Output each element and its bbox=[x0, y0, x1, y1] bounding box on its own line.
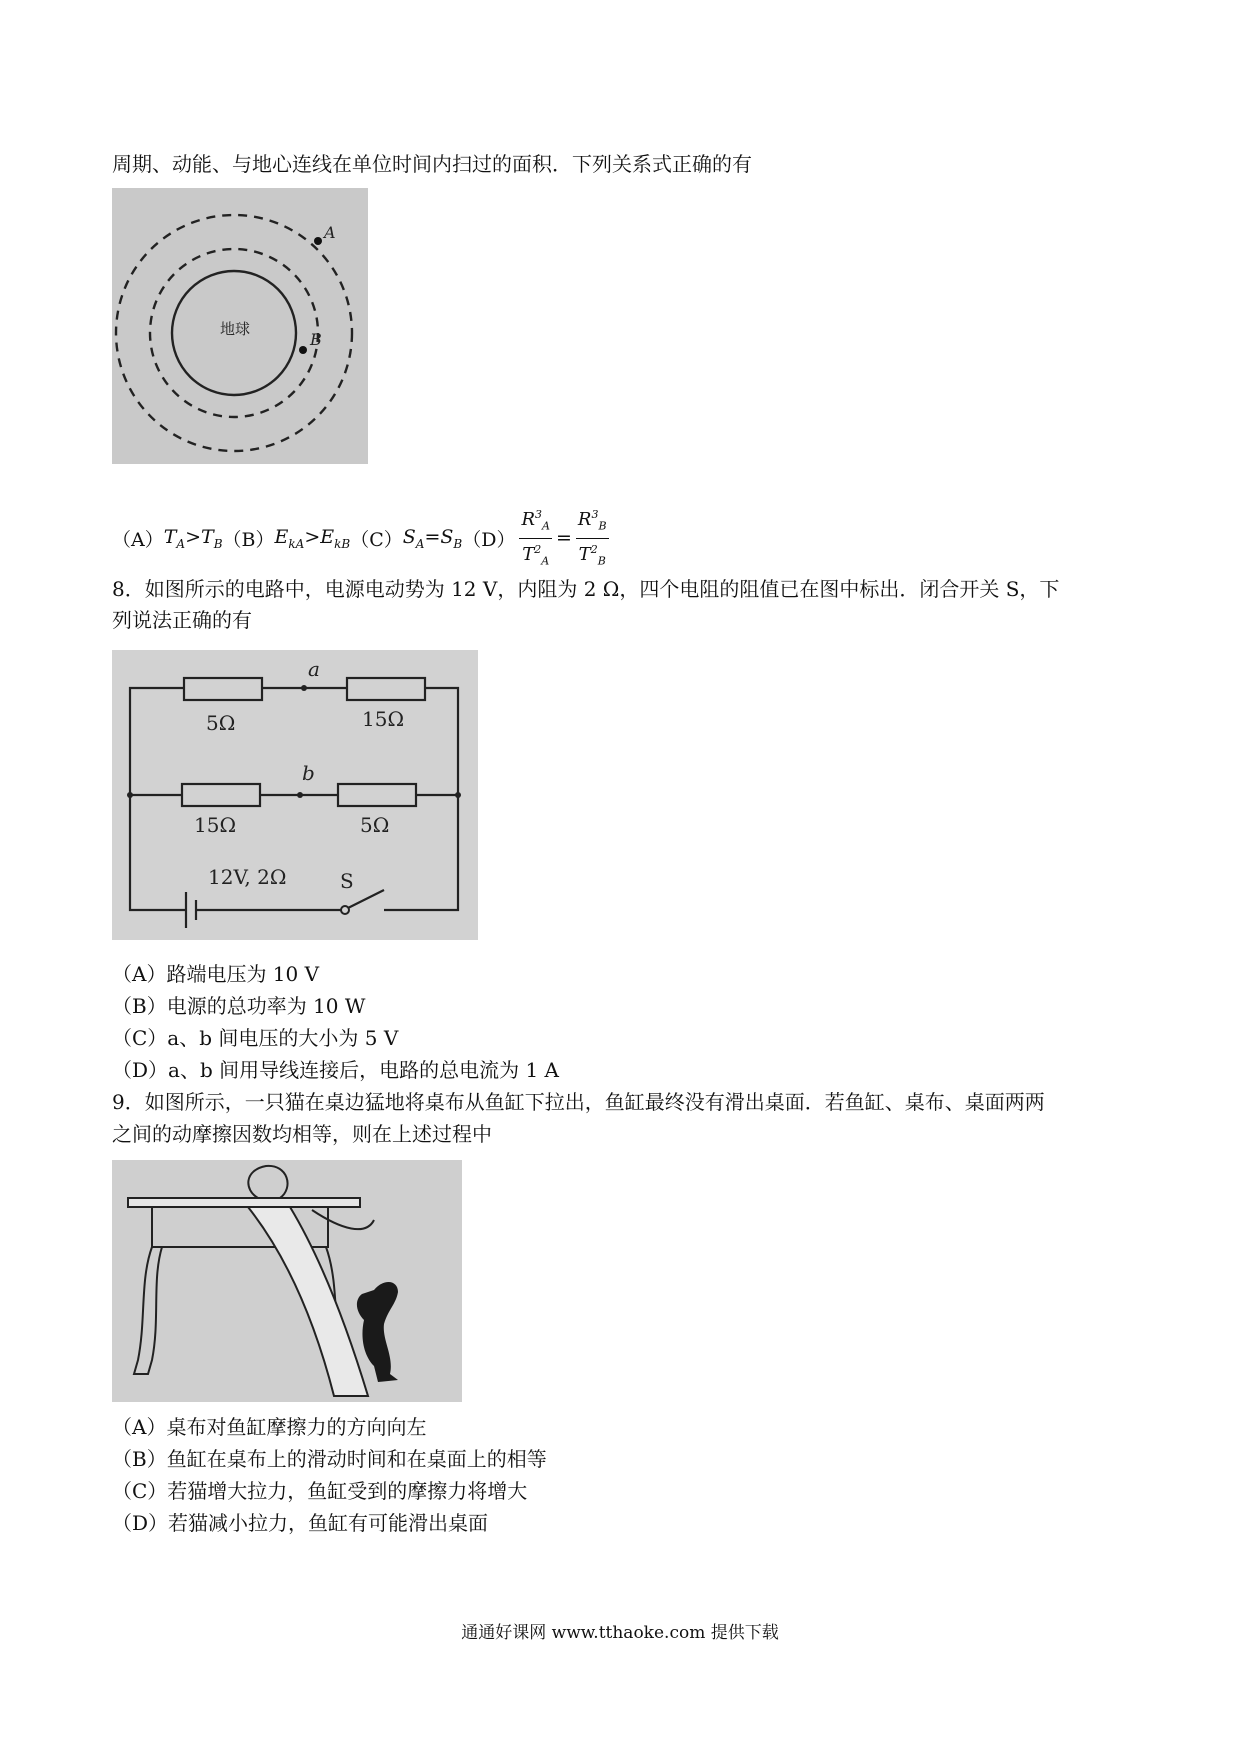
resistor-r3 bbox=[182, 784, 260, 806]
table-leg-left bbox=[134, 1247, 162, 1374]
cat bbox=[357, 1282, 398, 1382]
wire-top bbox=[130, 688, 184, 795]
q8-option-d: （D）a、b 间用导线连接后，电路的总电流为 1 A bbox=[112, 1058, 560, 1082]
wire-bottom-left bbox=[130, 795, 186, 910]
cat-tablecloth-figure bbox=[112, 1160, 462, 1402]
resistor-r2-label: 15Ω bbox=[362, 707, 405, 731]
q8-stem-line1: 8．如图所示的电路中，电源电动势为 12 V，内阻为 2 Ω，四个电阻的阻值已在图中标出．闭合开关 S，下 bbox=[112, 577, 1060, 601]
q7-option-c-label: （C） bbox=[350, 528, 403, 551]
node-a-dot bbox=[301, 685, 307, 691]
resistor-r2 bbox=[347, 678, 425, 700]
wire-top-right bbox=[425, 688, 458, 795]
q7-option-a-expr: $T_A>T_B$ bbox=[163, 525, 223, 551]
q7-option-d-fraction-left: $\frac{R^3_A}{T^2_A}$ bbox=[519, 504, 552, 572]
q9-option-a: （A）桌布对鱼缸摩擦力的方向向左 bbox=[112, 1415, 427, 1439]
fish-tank bbox=[248, 1166, 287, 1198]
node-b-dot bbox=[297, 792, 303, 798]
q9-option-d: （D）若猫减小拉力，鱼缸有可能滑出桌面 bbox=[112, 1511, 489, 1535]
q7-option-d-fraction-right: $\frac{R^3_B}{T^2_B}$ bbox=[576, 504, 609, 572]
wire-bottom-right bbox=[384, 795, 458, 910]
resistor-r1 bbox=[184, 678, 262, 700]
q7-option-d-label: （D） bbox=[462, 528, 516, 551]
switch-label: S bbox=[340, 869, 354, 893]
earth-label: 地球 bbox=[220, 320, 251, 338]
q7-stem-tail: 周期、动能、与地心连线在单位时间内扫过的面积．下列关系式正确的有 bbox=[112, 152, 752, 176]
q8-option-c: （C）a、b 间电压的大小为 5 V bbox=[112, 1026, 399, 1050]
resistor-r4 bbox=[338, 784, 416, 806]
q8-option-a: （A）路端电压为 10 V bbox=[112, 962, 320, 986]
orbit-figure bbox=[112, 188, 368, 464]
q7-option-c-expr: $S_A=S_B$ bbox=[402, 525, 463, 551]
junction-right bbox=[455, 792, 461, 798]
resistor-r3-label: 15Ω bbox=[194, 813, 237, 837]
switch-pivot bbox=[341, 906, 349, 914]
q8-stem-line2: 列说法正确的有 bbox=[112, 608, 252, 632]
node-a-label: a bbox=[308, 657, 320, 681]
table-top bbox=[128, 1198, 360, 1207]
junction-left bbox=[127, 792, 133, 798]
tablecloth bbox=[248, 1207, 368, 1396]
satellite-b-dot bbox=[299, 346, 307, 354]
q7-option-b-expr: $E_{kA}>E_{kB}$ bbox=[274, 525, 351, 551]
q9-option-c: （C）若猫增大拉力，鱼缸受到的摩擦力将增大 bbox=[112, 1479, 528, 1503]
q9-option-b: （B）鱼缸在桌布上的滑动时间和在桌面上的相等 bbox=[112, 1447, 547, 1471]
page-footer: 通通好课网 www.tthaoke.com 提供下载 bbox=[461, 1623, 779, 1643]
tablecloth-fold bbox=[312, 1210, 374, 1229]
circuit-figure bbox=[112, 650, 478, 940]
resistor-r1-label: 5Ω bbox=[206, 711, 236, 735]
q7-option-d-equals: = bbox=[555, 527, 572, 550]
q9-stem-line1: 9．如图所示，一只猫在桌边猛地将桌布从鱼缸下拉出，鱼缸最终没有滑出桌面．若鱼缸、桌布、桌面两两 bbox=[112, 1090, 1045, 1114]
satellite-a-label: A bbox=[324, 223, 336, 242]
q7-option-b-label: （B） bbox=[222, 528, 275, 551]
source-label: 12V, 2Ω bbox=[208, 865, 287, 889]
satellite-b-label: B bbox=[310, 330, 322, 349]
q7-option-a-label: （A） bbox=[112, 528, 164, 551]
resistor-r4-label: 5Ω bbox=[360, 813, 390, 837]
q7-options bbox=[112, 504, 613, 572]
satellite-a-dot bbox=[314, 237, 322, 245]
node-b-label: b bbox=[302, 761, 315, 785]
q8-option-b: （B）电源的总功率为 10 W bbox=[112, 994, 366, 1018]
q9-stem-line2: 之间的动摩擦因数均相等，则在上述过程中 bbox=[112, 1122, 492, 1146]
